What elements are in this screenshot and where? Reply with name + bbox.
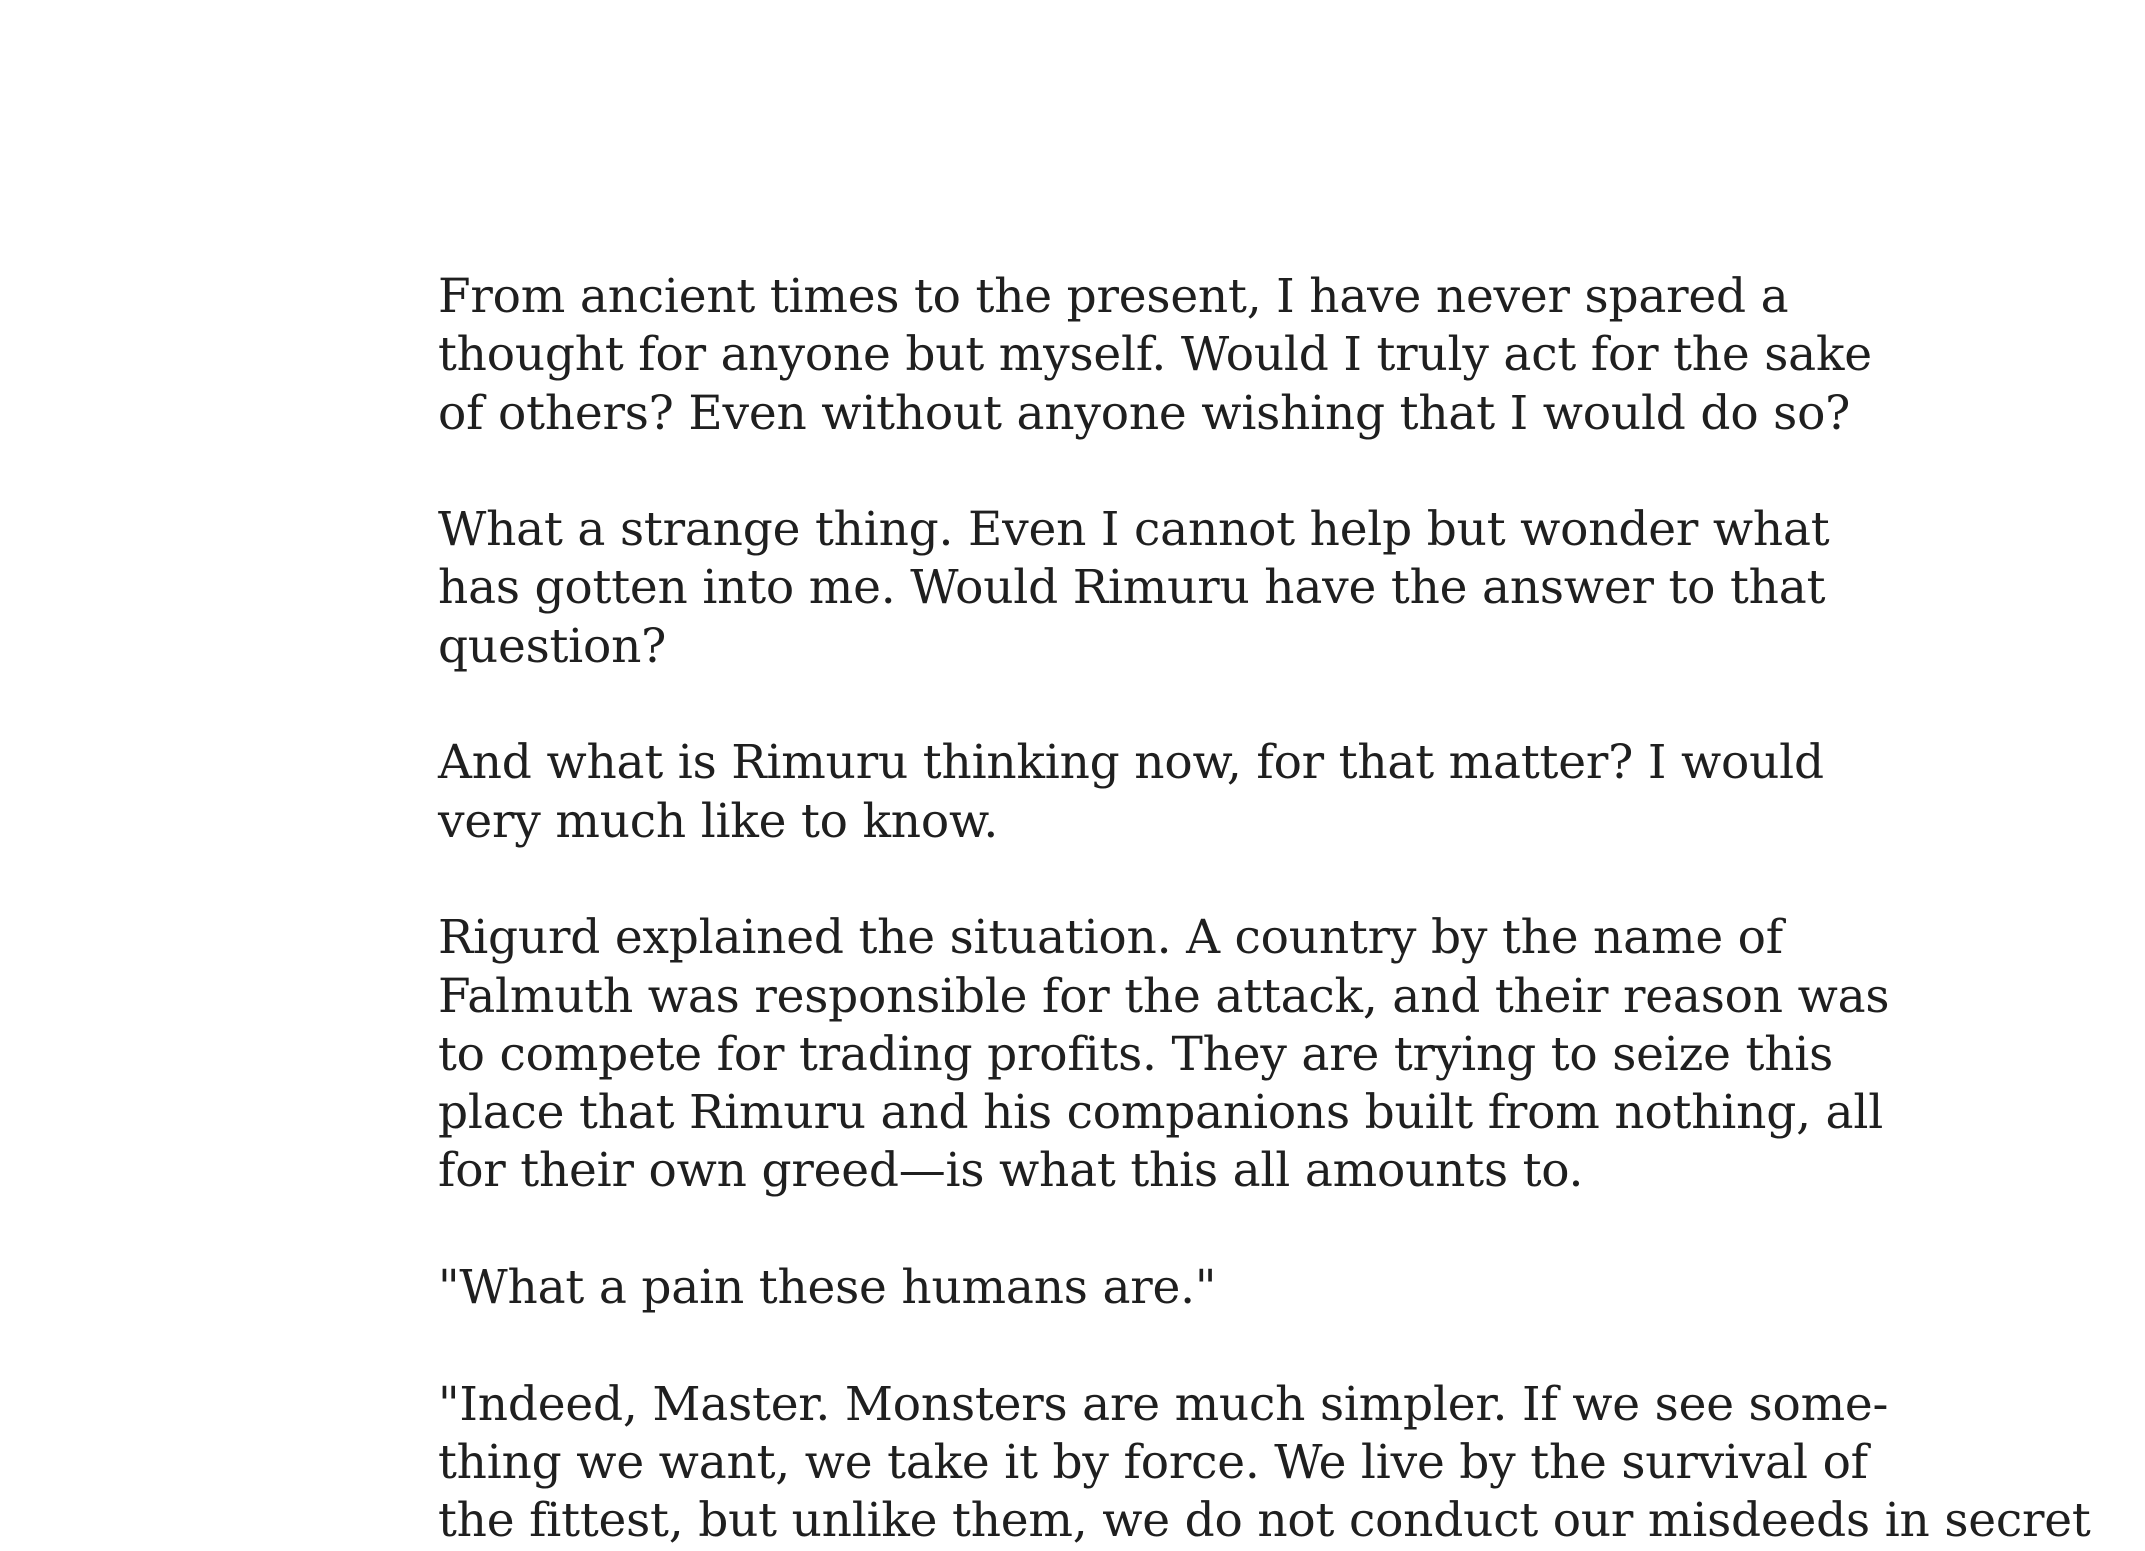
paragraph (438, 734, 1824, 851)
paragraph-gap (438, 1201, 1728, 1259)
text-line: place that Rimuru and his companions built from nothing, all (438, 1085, 1884, 1141)
text-line: thing we want, we take it by force. We live by the survival of (438, 1434, 1868, 1490)
text-line: of others? Even without anyone wishing that I would do so? (438, 385, 1851, 441)
paragraph (438, 501, 1830, 676)
text-line: thought for anyone but myself. Would I truly act for the sake (438, 327, 1872, 383)
paragraph (438, 268, 1872, 443)
paragraph (438, 1259, 1728, 1317)
text-line: to compete for trading profits. They are trying to seize this (438, 1026, 1834, 1082)
text-line: very much like to know. (438, 793, 999, 849)
text-line: "Indeed, Master. Monsters are much simpler. If we see some- (438, 1376, 1889, 1432)
text-line: has gotten into me. Would Rimuru have the answer to that (438, 560, 1826, 616)
text-line: From ancient times to the present, I have never spared a (438, 269, 1789, 324)
body-text (438, 268, 2091, 1551)
text-line: And what is Rimuru thinking now, for that matter? I would (438, 735, 1824, 791)
paragraph-gap (438, 851, 1728, 909)
text-line: What a strange thing. Even I cannot help but wonder what (438, 502, 1830, 558)
text-line: for their own greed—is what this all amounts to. (438, 1143, 1584, 1199)
paragraph-gap (438, 676, 1728, 734)
paragraph-gap (438, 1317, 1728, 1375)
paragraph (438, 909, 1890, 1200)
text-line: Rigurd explained the situation. A country by the name of (438, 910, 1783, 966)
paragraph-gap (438, 443, 1728, 501)
text-line: Falmuth was responsible for the attack, and their reason was (438, 968, 1890, 1024)
paragraph (438, 1376, 2091, 1551)
text-line: question? (438, 618, 667, 674)
text-line: the fittest, but unlike them, we do not conduct our misdeeds in secret (438, 1493, 2091, 1549)
text-line: "What a pain these humans are." (438, 1260, 1217, 1316)
